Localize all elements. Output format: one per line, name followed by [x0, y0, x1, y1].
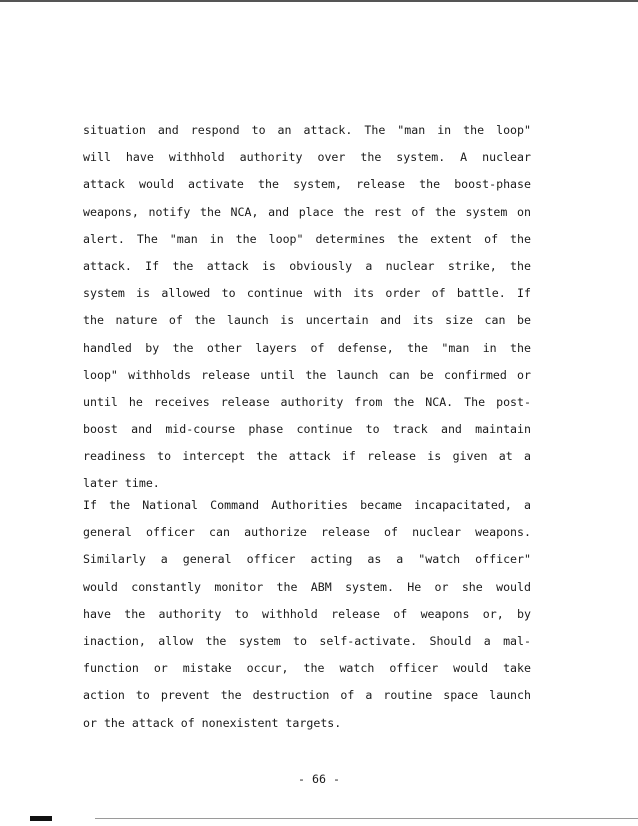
text-line: loop" withholds release until the launch can be confirmed or	[83, 367, 531, 382]
bottom-edge-rule	[95, 818, 638, 819]
text-line: until he receives release authority from the NCA. The post-	[83, 394, 531, 409]
text-line: the nature of the launch is uncertain and its size can be	[83, 313, 531, 328]
text-line: attack would activate the system, release the boost-phase	[83, 177, 531, 192]
text-line: general officer can authorize release of nuclear weapons.	[83, 525, 531, 540]
text-line: situation and respond to an attack. The "man in the loop"	[83, 123, 531, 137]
text-line: boost and mid-course phase continue to track and maintain	[83, 422, 531, 437]
text-line: or the attack of nonexistent targets.	[83, 715, 342, 730]
text-line: would constantly monitor the ABM system. He or she would	[83, 579, 531, 594]
text-line: action to prevent the destruction of a routine space launch	[83, 688, 531, 703]
paragraph-2	[83, 492, 531, 737]
text-line: inaction, allow the system to self-activate. Should a mal-	[83, 633, 531, 648]
text-line: attack. If the attack is obviously a nuclear strike, the	[83, 258, 531, 273]
paragraph-1	[83, 117, 531, 498]
text-line: will have withhold authority over the system. A nuclear	[83, 150, 531, 165]
scan-edge-mark	[30, 816, 52, 821]
text-line: Similarly a general officer acting as a "watch officer"	[83, 552, 531, 567]
text-line: alert. The "man in the loop" determines the extent of the	[83, 231, 531, 246]
text-line: have the authority to withhold release of weapons or, by	[83, 606, 531, 621]
text-line: readiness to intercept the attack if release is given at a	[83, 449, 531, 464]
text-line: later time.	[83, 476, 160, 491]
text-line: weapons, notify the NCA, and place the rest of the system on	[83, 204, 531, 219]
text-line: system is allowed to continue with its order of battle. If	[83, 286, 531, 301]
text-line: function or mistake occur, the watch officer would take	[83, 661, 531, 676]
top-edge-rule	[0, 0, 638, 2]
text-line: If the National Command Authorities became incapacitated, a	[83, 498, 531, 512]
page-number: - 66 -	[298, 772, 340, 786]
text-line: handled by the other layers of defense, the "man in the	[83, 340, 531, 355]
